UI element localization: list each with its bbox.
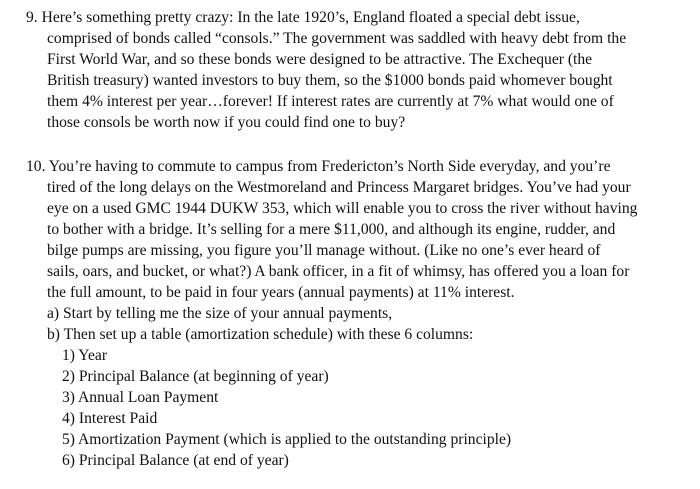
column-item: 5) Amortization Payment (which is applied to the outstanding principle) (62, 431, 512, 448)
q10-line: tired of the long delays on the Westmoreland and Princess Margaret bridges. You’ve had your (47, 179, 631, 196)
q9-line: British treasury) wanted investors to buy them, so the $1000 bonds paid whomever bought (47, 72, 613, 89)
q10-line: sails, oars, and bucket, or what?) A bank officer, in a fit of whimsy, has offered you a loan for (47, 263, 630, 280)
q10-line: the full amount, to be paid in four years (annual payments) at 11% interest. (47, 284, 515, 301)
q10-line: eye on a used GMC 1944 DUKW 353, which will enable you to cross the river without having (47, 200, 638, 217)
q10-line: 10. You’re having to commute to campus from Fredericton’s North Side everyday, and you’re (26, 158, 611, 175)
q10-line: bilge pumps are missing, you figure you’ll manage without. (Like no one’s ever heard of (47, 242, 601, 259)
q9-line: comprised of bonds called “consols.” The government was saddled with heavy debt from the (47, 30, 627, 47)
column-item: 3) Annual Loan Payment (62, 389, 219, 406)
q10-part-a: a) Start by telling me the size of your annual payments, (47, 305, 393, 322)
column-item: 2) Principal Balance (at beginning of year) (62, 368, 329, 385)
column-item: 6) Principal Balance (at end of year) (62, 452, 289, 469)
q9-line: 9. Here’s something pretty crazy: In the late 1920’s, England floated a special debt issue, (26, 9, 580, 26)
q9-line: them 4% interest per year…forever! If interest rates are currently at 7% what would one of (47, 93, 614, 110)
q9-line: First World War, and so these bonds were designed to be attractive. The Exchequer (the (47, 51, 593, 68)
q9-line: those consols be worth now if you could find one to buy? (47, 114, 406, 131)
q10-line: to bother with a bridge. It’s selling for a mere $11,000, and although its engine, rudder, and (47, 221, 616, 238)
column-item: 1) Year (62, 347, 108, 364)
column-item: 4) Interest Paid (62, 410, 158, 427)
q10-part-b: b) Then set up a table (amortization schedule) with these 6 columns: (47, 326, 474, 343)
